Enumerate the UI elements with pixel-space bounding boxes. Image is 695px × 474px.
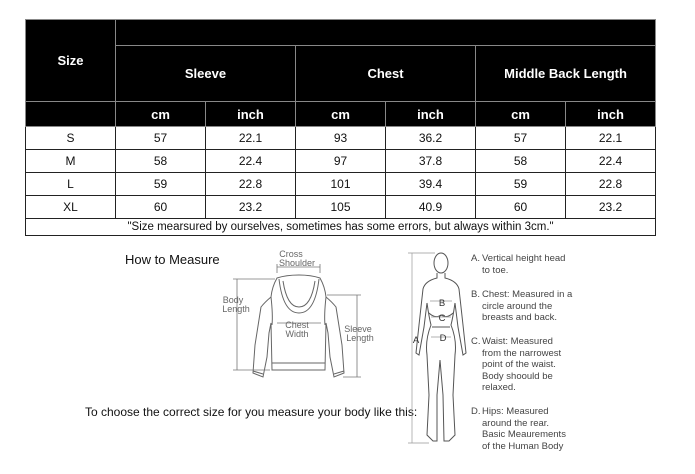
table-row [26, 150, 656, 173]
value-cell: 60 [116, 196, 206, 219]
value-cell: 39.4 [386, 173, 476, 196]
garment-measure-diagram [215, 245, 385, 390]
note-c: C. Waist: Measured from the narrowest point of the waist. Body shoould be relaxed. [471, 336, 562, 393]
body-label-a: A [412, 335, 420, 346]
chest-width-label: Chest [285, 320, 309, 330]
size-cell: M [26, 150, 116, 173]
value-cell: 58 [116, 150, 206, 173]
table-row [26, 173, 656, 196]
unit-header: cm [476, 102, 566, 127]
size-cell: S [26, 127, 116, 150]
body-label-c: C [438, 313, 446, 324]
size-cell: L [26, 173, 116, 196]
unit-header: inch [206, 102, 296, 127]
value-cell: 57 [476, 127, 566, 150]
value-cell: 23.2 [206, 196, 296, 219]
body-label-b: B [438, 298, 446, 309]
value-cell: 22.1 [566, 127, 656, 150]
value-cell: 60 [476, 196, 566, 219]
value-cell: 58 [476, 150, 566, 173]
value-cell: 22.8 [566, 173, 656, 196]
value-cell: 22.4 [206, 150, 296, 173]
value-cell: 36.2 [386, 127, 476, 150]
value-cell: 93 [296, 127, 386, 150]
sleeve-length-label: Sleeve [344, 324, 372, 334]
measure-tip-text: To choose the correct size for you measure your body like this: [85, 405, 418, 419]
note-a: A. Vertical height head to toe. [471, 253, 566, 276]
value-cell: 22.8 [206, 173, 296, 196]
value-cell: 23.2 [566, 196, 656, 219]
unit-header: inch [566, 102, 656, 127]
chest-header: Chest [296, 46, 476, 102]
cross-shoulder-label: Cross [279, 249, 303, 259]
header-blank [116, 20, 656, 46]
chest-width-label: Width [285, 329, 309, 339]
size-chart-table [25, 19, 656, 236]
table-row [26, 127, 656, 150]
back-length-header: Middle Back Length [476, 46, 656, 102]
value-cell: 22.4 [566, 150, 656, 173]
value-cell: 59 [476, 173, 566, 196]
unit-header-blank [26, 102, 116, 127]
size-header: Size [26, 20, 116, 102]
unit-header: inch [386, 102, 476, 127]
sleeve-header: Sleeve [116, 46, 296, 102]
value-cell: 40.9 [386, 196, 476, 219]
value-cell: 101 [296, 173, 386, 196]
size-cell: XL [26, 196, 116, 219]
value-cell: 22.1 [206, 127, 296, 150]
body-length-label: Length [222, 304, 250, 314]
unit-header: cm [116, 102, 206, 127]
body-label-d: D [439, 333, 447, 344]
value-cell: 57 [116, 127, 206, 150]
value-cell: 97 [296, 150, 386, 173]
table-row [26, 196, 656, 219]
value-cell: 105 [296, 196, 386, 219]
note-b: B. Chest: Measured in a circle around the breasts and back. [471, 289, 573, 323]
cross-shoulder-label: Shoulder [278, 258, 316, 268]
note-d: D. Hips: Measured around the rear. Basic Meaurements of the Human Body [471, 406, 566, 452]
body-measure-figure [405, 245, 480, 455]
body-length-label: Body [222, 295, 244, 305]
unit-header: cm [296, 102, 386, 127]
measurement-note: "Size mearsured by ourselves, sometimes has some errors, but always within 3cm." [26, 219, 656, 236]
value-cell: 37.8 [386, 150, 476, 173]
how-to-measure-title: How to Measure [125, 252, 220, 267]
sleeve-length-label: Length [346, 333, 374, 343]
value-cell: 59 [116, 173, 206, 196]
